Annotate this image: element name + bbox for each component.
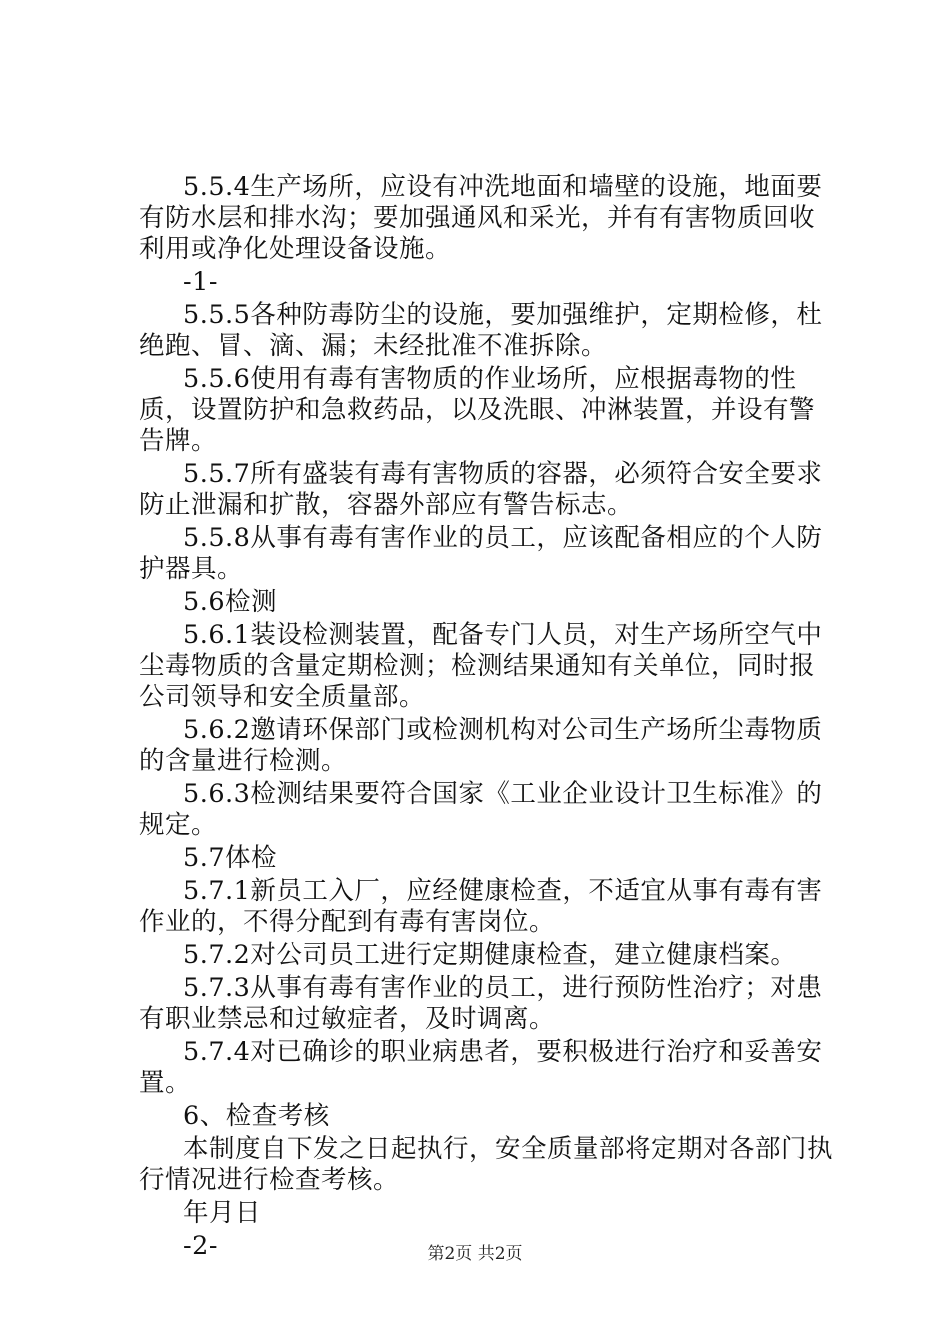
paragraph-5-6-2: 5.6.2邀请环保部门或检测机构对公司生产场所尘毒物质的含量进行检测。 bbox=[139, 715, 823, 776]
page-number-marker-2: -2- bbox=[183, 1231, 218, 1261]
paragraph-5-6-3: 5.6.3检测结果要符合国家《工业企业设计卫生标准》的规定。 bbox=[139, 779, 823, 840]
paragraph-5-7-4: 5.7.4对已确诊的职业病患者，要积极进行治疗和妥善安置。 bbox=[139, 1037, 823, 1098]
section-heading-6: 6、检查考核 bbox=[183, 1101, 330, 1131]
paragraph-5-5-5: 5.5.5各种防毒防尘的设施，要加强维护，定期检修，杜绝跑、冒、滴、漏；未经批准不准拆除。 bbox=[139, 300, 823, 361]
page-footer: 第2页 共2页 bbox=[427, 1244, 523, 1264]
document-body bbox=[139, 172, 839, 1262]
paragraph-5-5-8: 5.5.8从事有毒有害作业的员工，应该配备相应的个人防护器具。 bbox=[139, 523, 823, 584]
paragraph-5-7-1: 5.7.1新员工入厂，应经健康检查，不适宜从事有毒有害作业的，不得分配到有毒有害岗位。 bbox=[139, 876, 823, 937]
paragraph-5-5-4: 5.5.4生产场所，应设有冲洗地面和墙壁的设施，地面要有防水层和排水沟；要加强通风和采光，并有有害物质回收利用或净化处理设备设施。 bbox=[139, 172, 823, 264]
paragraph-5-6-1: 5.6.1装设检测装置，配备专门人员，对生产场所空气中尘毒物质的含量定期检测；检测结果通知有关单位，同时报公司领导和安全质量部。 bbox=[139, 620, 823, 712]
paragraph-5-5-7: 5.5.7所有盛装有毒有害物质的容器，必须符合安全要求防止泄漏和扩散，容器外部应有警告标志。 bbox=[139, 459, 823, 520]
paragraph-5-5-6: 5.5.6使用有毒有害物质的作业场所，应根据毒物的性质，设置防护和急救药品，以及洗眼、冲淋装置，并设有警告牌。 bbox=[139, 364, 816, 456]
section-heading-5-7: 5.7体检 bbox=[183, 843, 278, 873]
paragraph-5-7-2: 5.7.2对公司员工进行定期健康检查，建立健康档案。 bbox=[183, 940, 797, 970]
paragraph-6-body: 本制度自下发之日起执行，安全质量部将定期对各部门执行情况进行检查考核。 bbox=[139, 1134, 834, 1195]
date-line: 年月日 bbox=[183, 1198, 262, 1228]
paragraph-5-7-3: 5.7.3从事有毒有害作业的员工，进行预防性治疗；对患有职业禁忌和过敏症者，及时调离。 bbox=[139, 973, 823, 1034]
section-heading-5-6: 5.6检测 bbox=[183, 587, 278, 617]
page-number-marker-1: -1- bbox=[183, 267, 218, 297]
